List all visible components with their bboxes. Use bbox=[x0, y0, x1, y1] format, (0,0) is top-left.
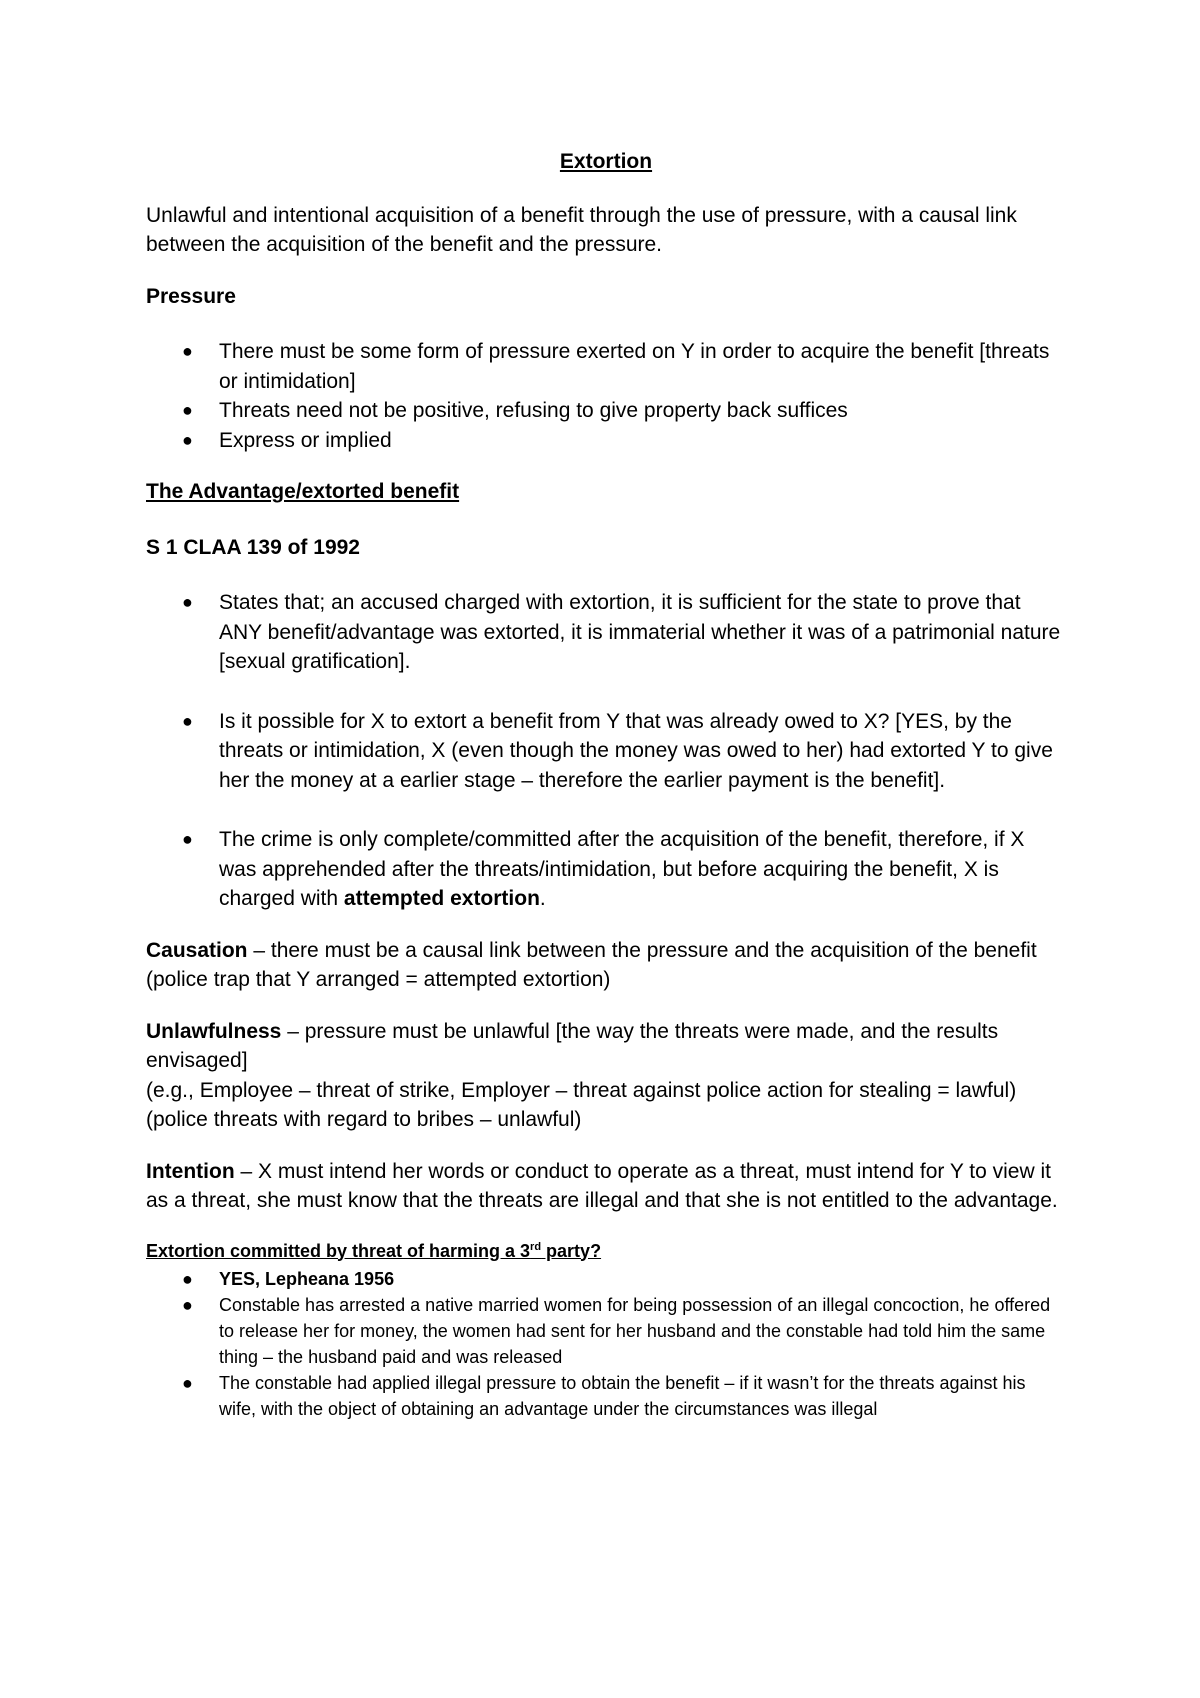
bullet-icon: ● bbox=[182, 1372, 193, 1393]
list-item: ● There must be some form of pressure exerted on Y in order to acquire the benefit [threats or intimidation] bbox=[219, 337, 1066, 396]
unlawfulness-example: (e.g., Employee – threat of strike, Employer – threat against police action for stealing = lawful) (police threats with regard to bribes – unlawful) bbox=[146, 1078, 1017, 1131]
unlawfulness-paragraph: Unlawfulness – pressure must be unlawful [the way the threats were made, and the results envisaged] (e.g., Employee – threat of strike, Employer – threat against police action for stealing = lawful) (police threats with regard to bribes – unlawful) bbox=[146, 1019, 1017, 1131]
list-item: ● The crime is only complete/committed after the acquisition of the benefit, therefore, if X was apprehended after the threats/intimidation, but before acquiring the benefit, X is charged with attempted extortion. bbox=[219, 825, 1066, 914]
unlawfulness-term: Unlawfulness bbox=[146, 1019, 282, 1043]
bullet-icon: ● bbox=[182, 592, 193, 612]
document-body bbox=[146, 147, 1066, 1422]
advantage-heading: The Advantage/extorted benefit bbox=[146, 480, 460, 503]
pressure-list bbox=[146, 337, 1066, 455]
pressure-heading: Pressure bbox=[146, 284, 236, 308]
third-party-list bbox=[146, 1266, 1066, 1422]
list-item: ● Threats need not be positive, refusing to give property back suffices bbox=[219, 396, 1066, 426]
list-item: ● States that; an accused charged with extortion, it is sufficient for the state to prove that ANY benefit/advantage was extorted, it is immaterial whether it was of a patrimonial nature [sexual gratification]. bbox=[219, 588, 1066, 677]
bullet-icon: ● bbox=[182, 1294, 193, 1315]
bullet-icon: ● bbox=[182, 829, 193, 849]
bullet-icon: ● bbox=[182, 400, 193, 420]
list-item: ● The constable had applied illegal pressure to obtain the benefit – if it wasn’t for the threats against his wife, with the object of obtaining an advantage under the circumstances was illegal bbox=[219, 1370, 1066, 1422]
bullet-icon: ● bbox=[182, 429, 193, 450]
statute-heading: S 1 CLAA 139 of 1992 bbox=[146, 535, 360, 559]
causation-term: Causation bbox=[146, 938, 248, 962]
intention-paragraph: Intention – X must intend her words or conduct to operate as a threat, must intend for Y to view it as a threat, she must know that the threats are illegal and that she is not entitled to the advantage. bbox=[146, 1159, 1058, 1212]
list-item: ● Express or implied bbox=[219, 426, 1066, 456]
causation-paragraph: Causation – there must be a causal link between the pressure and the acquisition of the benefit (police trap that Y arranged = attempted extortion) bbox=[146, 938, 1037, 991]
third-party-section bbox=[146, 1238, 1066, 1422]
page-title: Extortion bbox=[559, 150, 653, 173]
bullet-icon: ● bbox=[182, 341, 193, 361]
list-item: ● Constable has arrested a native married women for being possession of an illegal concoction, he offered to release her for money, the women had sent for her husband and the constable had told him the same thing – the husband paid and was released bbox=[219, 1292, 1066, 1370]
list-item: ● YES, Lepheana 1956 bbox=[219, 1266, 1066, 1292]
list-item: ● Is it possible for X to extort a benefit from Y that was already owed to X? [YES, by the threats or intimidation, X (even though the money was owed to her) had extorted Y to give her the money at a earlier stage – therefore the earlier payment is the benefit]. bbox=[219, 707, 1066, 796]
third-party-heading: Extortion committed by threat of harming a 3rd party? bbox=[146, 1240, 602, 1261]
bullet-icon: ● bbox=[182, 710, 193, 731]
bullet-icon: ● bbox=[182, 1268, 193, 1289]
intention-term: Intention bbox=[146, 1159, 235, 1183]
definition-paragraph: Unlawful and intentional acquisition of a benefit through the use of pressure, with a causal link between the acquisition of the benefit and the pressure. bbox=[146, 203, 1017, 256]
advantage-list bbox=[146, 588, 1066, 914]
